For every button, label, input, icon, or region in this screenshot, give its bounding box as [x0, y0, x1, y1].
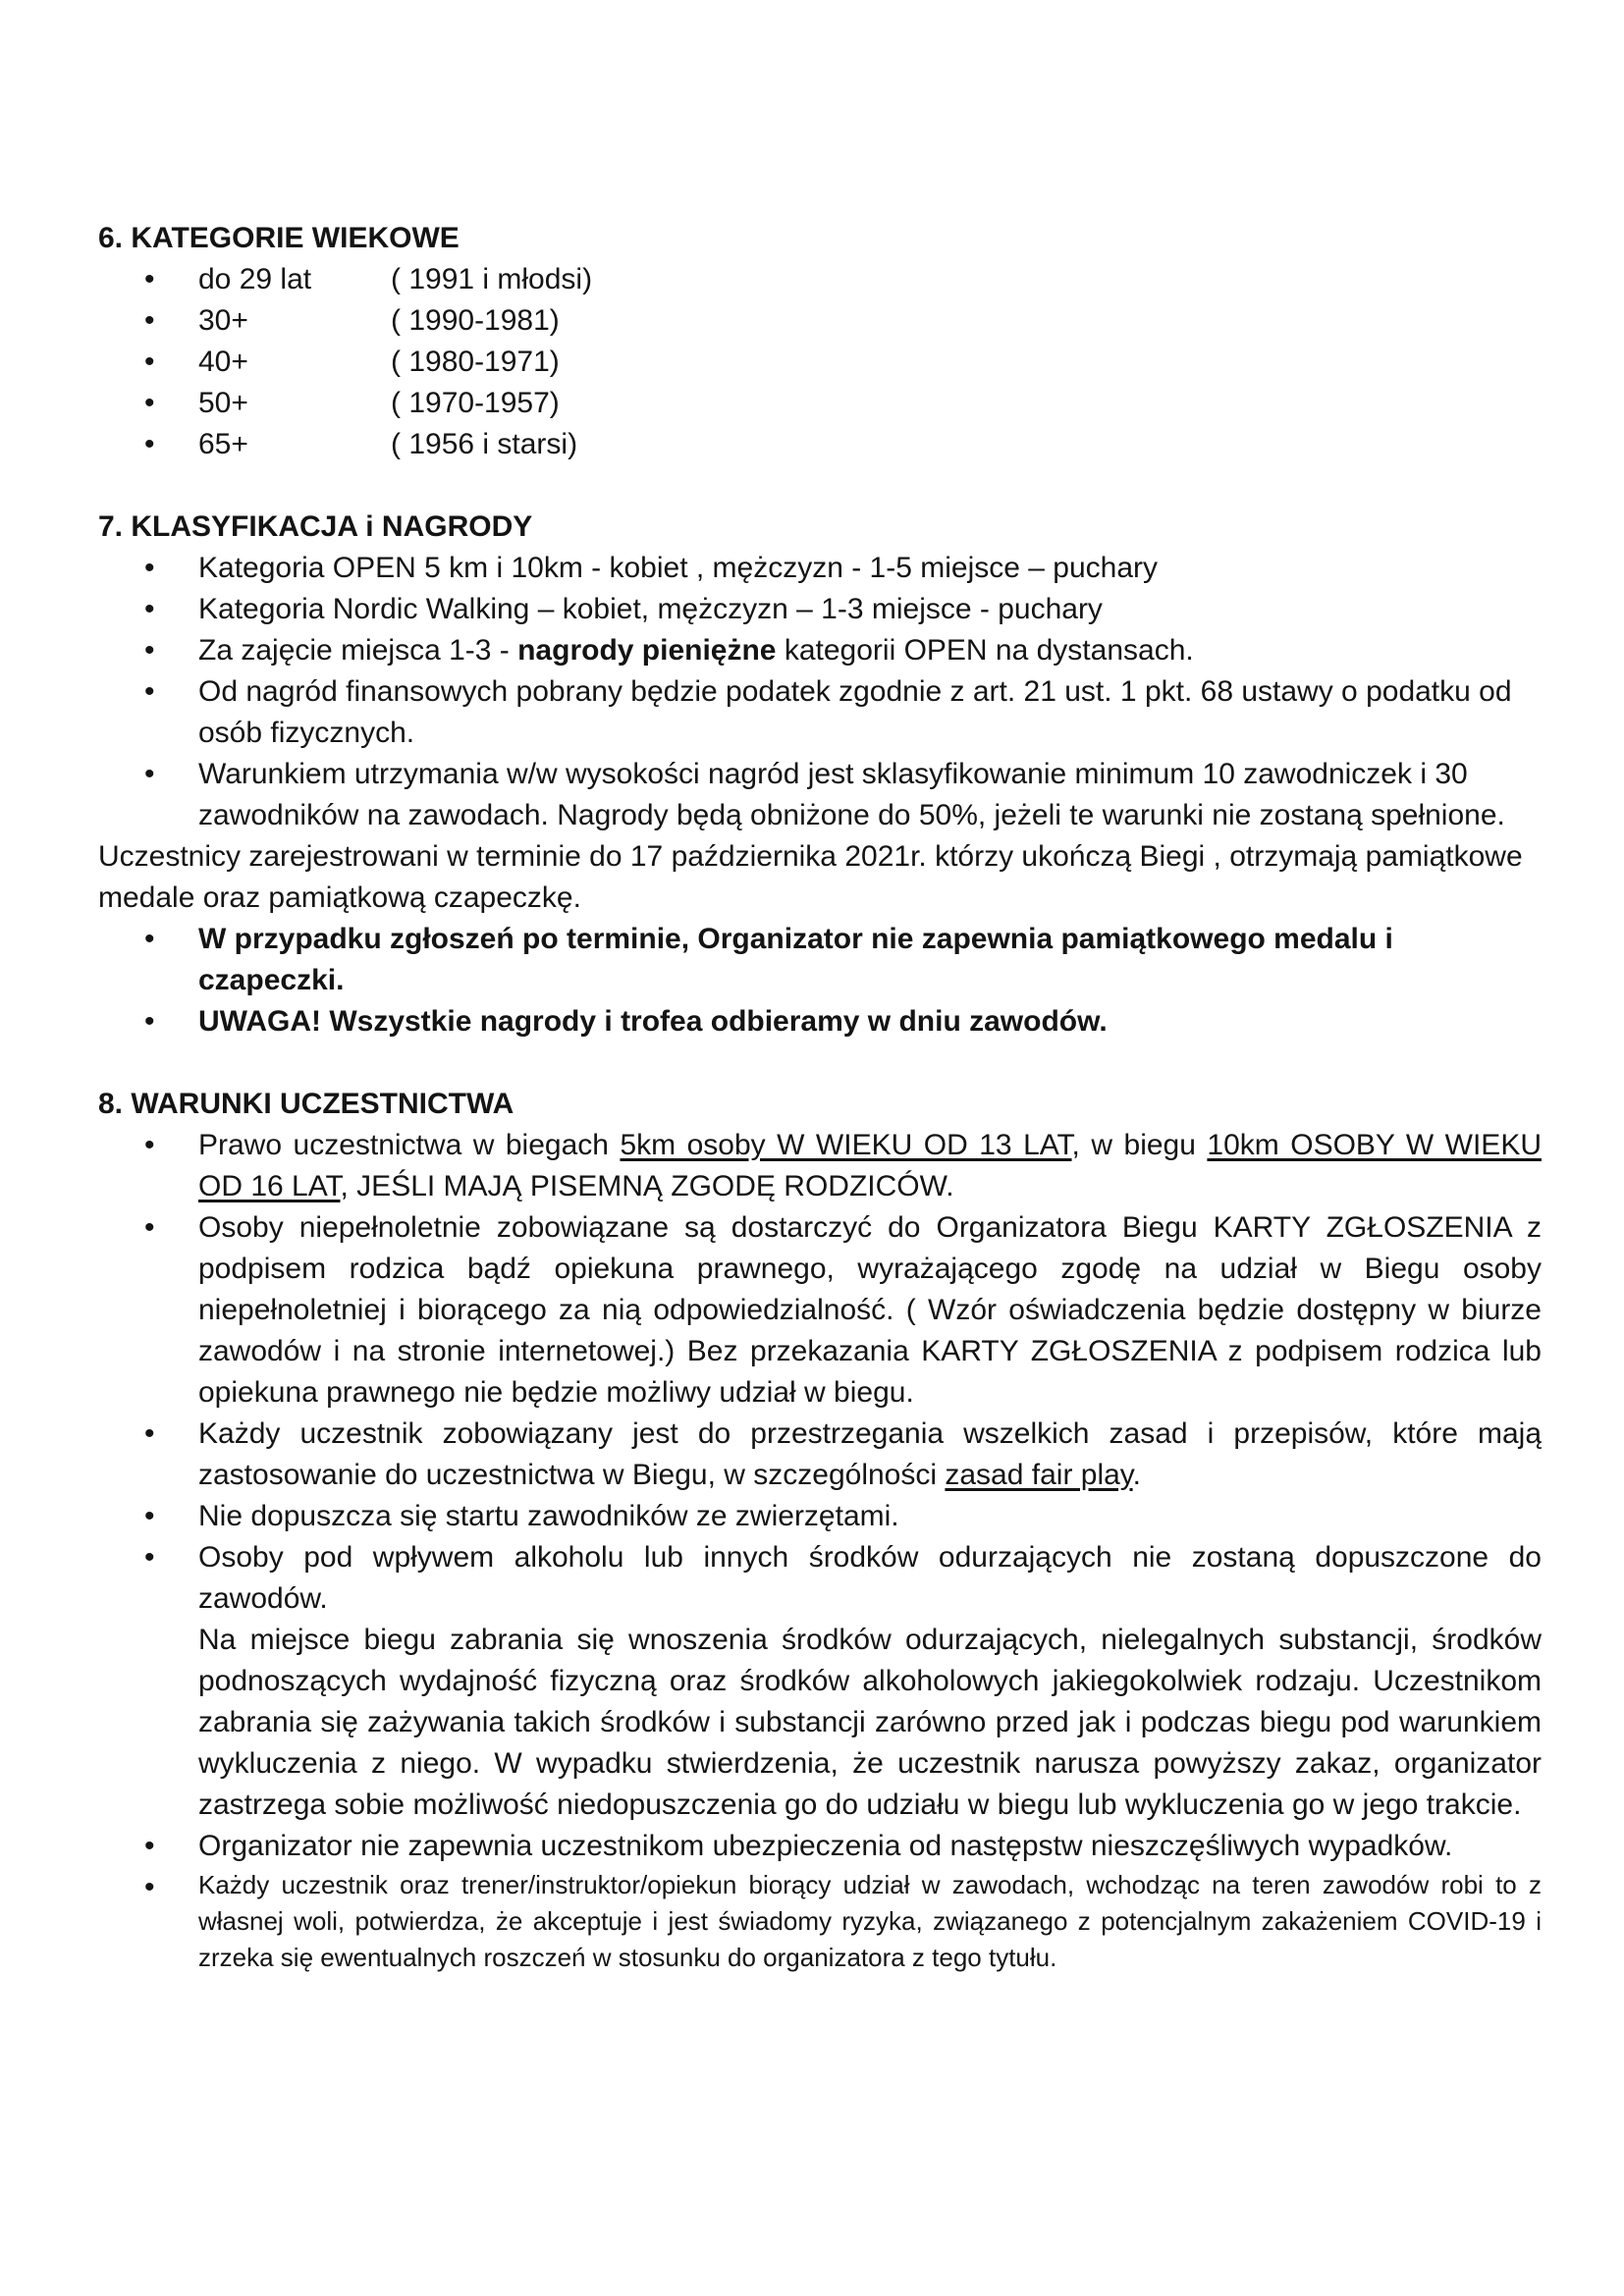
list-item: [98, 1125, 1542, 1207]
age-label: do 29 lat: [198, 263, 312, 295]
list-item: [98, 342, 1542, 383]
text-fragment: .: [1132, 1459, 1141, 1491]
list-item: [98, 424, 1542, 465]
section-title: 8. WARUNKI UCZESTNICTWA: [98, 1088, 514, 1120]
age-years: ( 1980-1971): [391, 346, 560, 378]
underlined-text: 10km OSOBY W WIEKU OD 16 LAT: [198, 1129, 1542, 1202]
age-years: ( 1956 i starsi): [391, 428, 578, 460]
bold-text: nagrody pieniężne: [517, 634, 777, 667]
bold-text: W przypadku zgłoszeń po terminie, Organizator nie zapewnia pamiątkowego medalu i czapeczki.: [198, 923, 1393, 996]
text-fragment: Prawo uczestnictwa w biegach: [198, 1129, 621, 1161]
age-label: 65+: [198, 428, 248, 460]
list-item: • Kategoria OPEN 5 km i 10km - kobiet , mężczyzn - 1-5 miejsce – puchary: [98, 548, 1542, 589]
list-item: [98, 630, 1542, 671]
list-item: • Nie dopuszcza się startu zawodników ze zwierzętami.: [98, 1496, 1542, 1537]
age-years: ( 1991 i młodsi): [391, 263, 593, 295]
list-item: [98, 383, 1542, 424]
section-classification-prizes: [98, 507, 1542, 1042]
conditions-list: [98, 1125, 1542, 1976]
item-text: • Osoby pod wpływem alkoholu lub innych środków odurzających nie zostaną dopuszczone do zawodów.: [198, 1541, 1542, 1615]
paragraph: Na miejsce biegu zabrania się wnoszenia środków odurzających, nielegalnych substancji, środków podnoszących wydajność fizyczną oraz środków alkoholowych jakiegokolwiek rodzaju. Uczestnikom zabrania się zażywania takich środków i substancji zarówno przed jak i podczas biegu pod warunkiem wykluczenia z niego. W wypadku stwierdzenia, że uczestnik narusza powyższy zakaz, organizator zastrzega sobie możliwość niedopuszczenia go do udziału w biegu lub wykluczenia go w jego trakcie.: [198, 1624, 1542, 1821]
list-item: [98, 259, 1542, 300]
prize-notes-list: [98, 919, 1542, 1042]
list-item: • Od nagród finansowych pobrany będzie podatek zgodnie z art. 21 ust. 1 pkt. 68 ustawy o podatku od osób fizycznych.: [98, 671, 1542, 754]
text-fragment: , w biegu: [1071, 1129, 1208, 1161]
age-years: ( 1990-1981): [391, 304, 560, 337]
age-label: 40+: [198, 346, 248, 378]
age-label: 50+: [198, 387, 248, 419]
list-item: [98, 919, 1542, 1001]
list-item: • Warunkiem utrzymania w/w wysokości nagród jest sklasyfikowanie minimum 10 zawodniczek i 30 zawodników na zawodach. Nagrody będą obniżone do 50%, jeżeli te warunki nie zostaną spełnione.: [98, 754, 1542, 836]
list-item: • Osoby niepełnoletnie zobowiązane są dostarczyć do Organizatora Biegu KARTY ZGŁOSZENIA z podpisem rodzica bądź opiekuna prawnego, wyrażającego zgodę na udział w Biegu osoby niepełnoletniej i biorącego za nią odpowiedzialność. ( Wzór oświadczenia będzie dostępny w biurze zawodów i na stronie internetowej.) Bez przekazania KARTY ZGŁOSZENIA z podpisem rodzica lub opiekuna prawnego nie będzie możliwy udział w biegu.: [98, 1207, 1542, 1414]
section-title: 7. KLASYFIKACJA i NAGRODY: [98, 510, 533, 543]
text-fragment: Za zajęcie miejsca 1-3 -: [198, 634, 518, 667]
list-item: • Kategoria Nordic Walking – kobiet, mężczyzn – 1-3 miejsce - puchary: [98, 589, 1542, 630]
age-label: 30+: [198, 304, 248, 337]
underlined-text: zasad fair play: [945, 1459, 1133, 1491]
section-age-categories: [98, 218, 1542, 465]
list-item: [98, 1001, 1542, 1042]
document-page: [98, 218, 1542, 1976]
section-title: 6. KATEGORIE WIEKOWE: [98, 222, 460, 254]
age-years: ( 1970-1957): [391, 387, 560, 419]
list-item: [98, 1537, 1542, 1826]
list-item: • Organizator nie zapewnia uczestnikom ubezpieczenia od następstw nieszczęśliwych wypadków.: [98, 1826, 1542, 1867]
list-item: • Każdy uczestnik oraz trener/instruktor/opiekun biorący udział w zawodach, wchodząc na teren zawodów robi to z własnej woli, potwierdza, że akceptuje i jest świadomy ryzyka, związanego z potencjalnym zakażeniem COVID-19 i zrzeka się ewentualnych roszczeń w stosunku do organizatora z tego tytułu.: [98, 1867, 1542, 1976]
text-fragment: , JEŚLI MAJĄ PISEMNĄ ZGODĘ RODZICÓW.: [340, 1170, 954, 1202]
text-fragment: Każdy uczestnik zobowiązany jest do przestrzegania wszelkich zasad i przepisów, które mają zastosowanie do uczestnictwa w Biegu, w szczególności: [198, 1417, 1542, 1491]
text-fragment: kategorii OPEN na dystansach.: [776, 634, 1194, 667]
bold-text: UWAGA! Wszystkie nagrody i trofea odbieramy w dniu zawodów.: [198, 1005, 1108, 1038]
list-item: [98, 300, 1542, 342]
age-category-list: [98, 259, 1542, 465]
paragraph: Uczestnicy zarejestrowani w terminie do 17 października 2021r. którzy ukończą Biegi , otrzymają pamiątkowe medale oraz pamiątkową czapeczkę.: [98, 840, 1523, 914]
list-item: [98, 1414, 1542, 1496]
prize-list: [98, 548, 1542, 836]
underlined-text: 5km osoby W WIEKU OD 13 LAT: [620, 1129, 1072, 1161]
section-participation-conditions: [98, 1084, 1542, 1976]
